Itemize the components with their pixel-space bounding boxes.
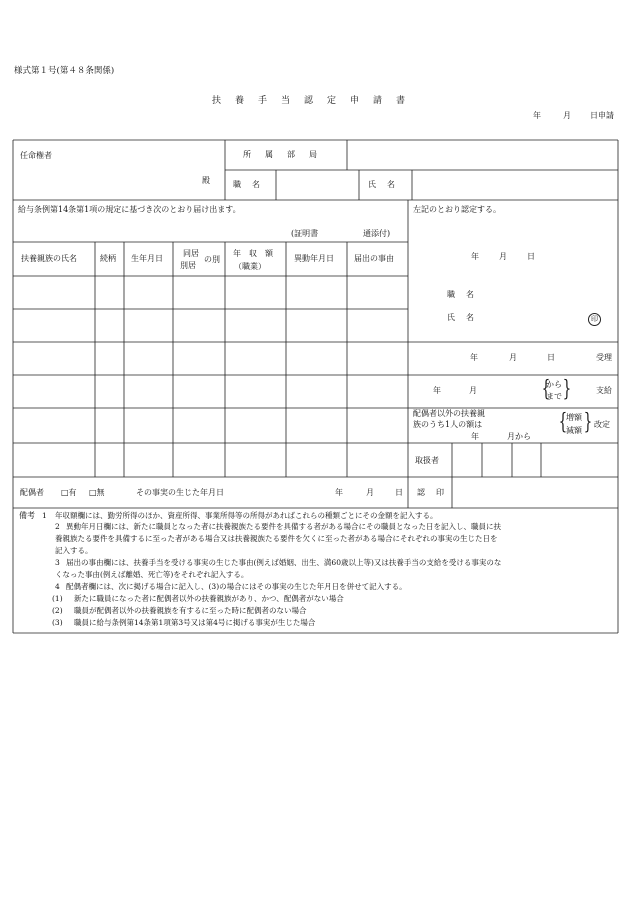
col-relation: 続柄 [100,254,116,263]
certify-day: 日 [527,252,535,261]
apply-month: 月 [563,111,571,120]
col-family-name: 扶養親族の氏名 [21,254,77,263]
left-brace-icon: { [541,377,551,402]
received-day: 日 [547,353,555,362]
col-income-2: （職業） [234,262,266,271]
spouse-yes-checkbox[interactable]: □有 [61,488,77,497]
note-2-line1: 異動年月日欄には、新たに職員となった者に扶養親族たる要件を具備する者がある場合にその職員となった日を記入し、職員に扶 [66,522,501,531]
appointer-label: 任命権者 [20,151,52,160]
spouse-no-checkbox[interactable]: □無 [89,488,105,497]
certify-text: 左記のとおり認定する。 [413,205,501,214]
right-brace-icon: } [562,377,572,402]
from-month: 月から [507,432,531,441]
job-title-label: 職名 [233,180,271,189]
note-4-num: 4 [55,582,60,591]
received-label: 受理 [596,353,612,362]
col-change-date: 異動年月日 [294,254,334,263]
sub-item-1-num: (1) [52,594,63,603]
note-2-line3: 記入する。 [55,546,93,555]
note-2-num: 2 [55,522,60,531]
received-month: 月 [509,353,517,362]
col-income-1: 年収額 [233,249,281,258]
payment-until: まで [546,392,562,401]
decrease-label: 減額 [566,426,582,435]
revise-label: 改定 [594,420,610,429]
payment-month: 月 [469,386,477,395]
declaration-text: 給与条例第14条第1項の規定に基づき次のとおり届け出ます。 [18,205,241,214]
col-cohabit-suffix: の別 [204,255,220,264]
form-number: 様式第１号(第４８条関係) [14,66,115,76]
from-year: 年 [471,432,479,441]
right-brace-icon-2: } [583,410,593,435]
seal-icon: 印 [588,313,601,326]
received-year: 年 [470,353,478,362]
seal-mark [588,313,601,326]
note-4-line1: 配偶者欄には、次に掲げる場合に記入し、(3)の場合にはその事実の生じた年月日を併せて記入する。 [66,582,407,591]
left-brace-icon-2: { [558,410,568,435]
note-1-num: 1 [42,511,47,520]
spouse-year: 年 [335,488,343,497]
col-cohabit-2: 別居 [180,261,196,270]
spouse-month: 月 [366,488,374,497]
department-label: 所属部局 [243,150,331,159]
attachment-suffix: 通添付) [363,229,391,238]
col-cohabit-1: 同居 [183,249,199,258]
sub-item-3-num: (3) [52,618,63,627]
approval-seal-label: 認印 [417,488,455,497]
apply-year: 年 [533,111,541,120]
note-3-line2: くなった事由(例えば離婚、死亡等)をそれぞれ記入する。 [55,570,249,579]
spouse-day: 日 [395,488,403,497]
dono-label: 殿 [202,176,210,185]
attachment-label: (証明書 [291,229,319,238]
sub-item-2-text: 職員が配偶者以外の扶養親族を有するに至った時に配偶者のない場合 [74,606,307,615]
note-2-line2: 養親族たる要件を具備するに至った者がある場合又は扶養親族たる要件を欠くに至った者がある場合にそれぞれの事実の生じた日を [55,534,498,543]
certifier-name: 氏名 [447,313,485,322]
apply-day: 日申請 [590,111,614,120]
sub-item-1-text: 新たに職員になった者に配偶者以外の扶養親族があり、かつ、配偶者がない場合 [74,594,344,603]
notes-heading: 備考 [19,511,35,520]
col-birthdate: 生年月日 [131,254,163,263]
increase-label: 増額 [566,413,582,422]
note-3-num: 3 [55,558,60,567]
handler-label: 取扱者 [415,456,439,465]
spouse-label: 配偶者 [20,488,44,497]
other-dependent-line2: 族のうち1人の額は [413,420,483,429]
certify-month: 月 [499,252,507,261]
payment-from: から [546,380,562,389]
certify-year: 年 [471,252,479,261]
col-reason: 届出の事由 [354,254,394,263]
certifier-job-title: 職名 [447,290,485,299]
other-dependent-line1: 配偶者以外の扶養親 [413,409,485,418]
payment-year: 年 [433,386,441,395]
sub-item-3-text: 職員に給与条例第14条第1項第3号又は第4号に掲げる事実が生じた場合 [74,618,316,627]
name-label: 氏名 [368,180,406,189]
fact-date-label: その事実の生じた年月日 [136,488,224,497]
note-1-line1: 年収額欄には、勤労所得のほか、資産所得、事業所得等の所得があればこれらの種類ごとにその金額を記入する。 [55,511,438,520]
form-title: 扶養手当認定申請書 [212,96,420,106]
sub-item-2-num: (2) [52,606,63,615]
note-3-line1: 届出の事由欄には、扶養手当を受ける事実の生じた事由(例えば婚姻、出生、満60歳以上等)又は扶養手当の支給を受ける事実のな [66,558,502,567]
payment-label: 支給 [596,386,612,395]
